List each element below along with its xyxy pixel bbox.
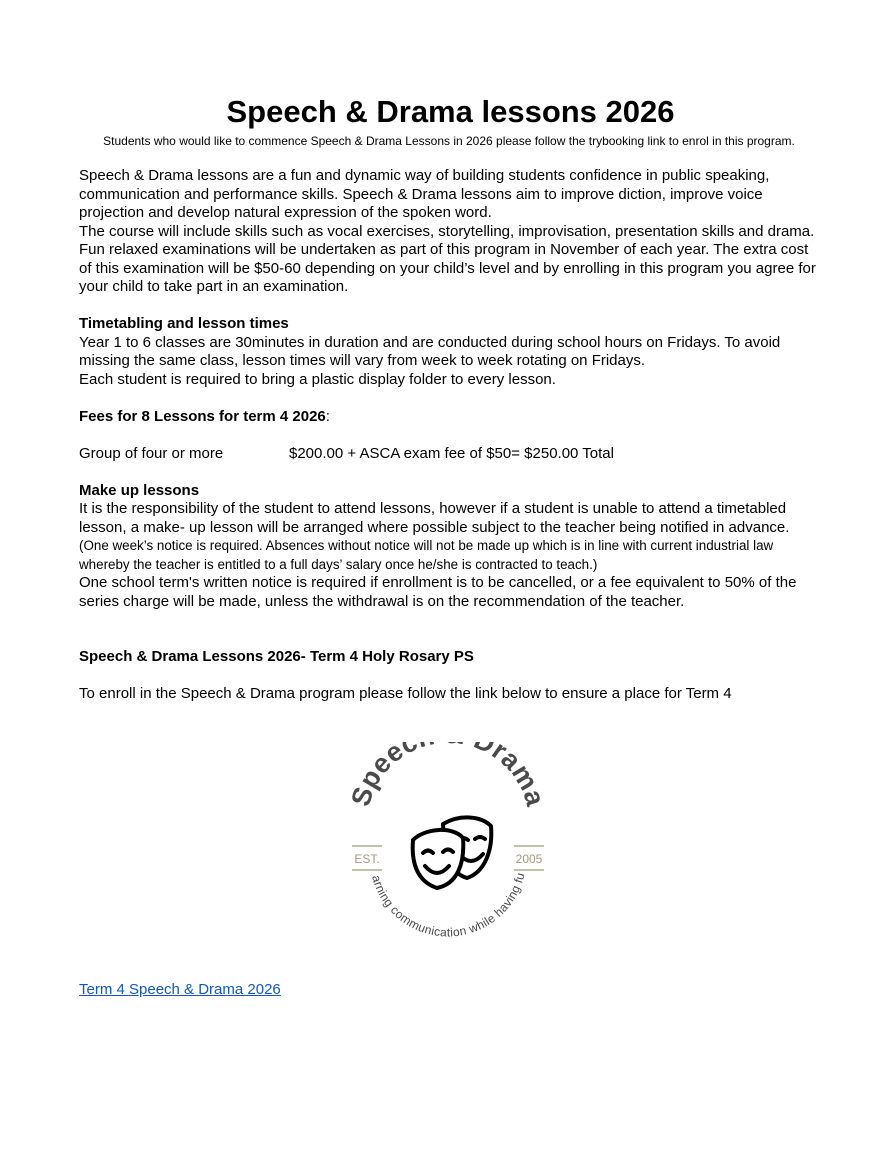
makeup-heading: Make up lessons	[79, 481, 200, 499]
fees-row-label: Group of four or more	[79, 444, 224, 462]
timetabling-heading: Timetabling and lesson times	[79, 315, 289, 332]
enrol-text: To enroll in the Speech & Drama program please follow the link below to ensure a place for Term 4	[79, 685, 732, 702]
makeup-paragraph-1	[79, 500, 819, 574]
fees-row	[79, 445, 819, 464]
trybooking-link[interactable]: Term 4 Speech & Drama 2026	[79, 981, 281, 998]
makeup-paragraph-1-main: It is the responsibility of the student to attend lessons, however if a student is unable to attend a timetabled lesson, a make- up lesson will be arranged where possible subject to the teacher being notified in advance.	[79, 500, 790, 536]
fees-heading: Fees for 8 Lessons for term 4 2026	[79, 407, 326, 425]
svg-text:EST.: EST.	[354, 852, 380, 866]
enrol-heading: Speech & Drama Lessons 2026- Term 4 Holy Rosary PS	[79, 648, 474, 665]
logo-top-text: Speec rama	[345, 742, 551, 810]
logo-year-label	[514, 846, 544, 870]
intro-paragraph-1: Speech & Drama lessons are a fun and dynamic way of building students confidence in public speaking, communication and performance skills. Speech & Drama lessons aim to improve diction, improve voice projection and develop natural expression of the spoken word.	[79, 167, 770, 221]
timetabling-paragraph-1: Year 1 to 6 classes are 30minutes in duration and are conducted during school hours on Fridays. To avoid missing the same class, lesson times will vary from week to week rotating on Fridays.	[79, 333, 781, 369]
theatre-masks-icon	[413, 817, 492, 888]
intro-paragraph-2: The course will include skills such as vocal exercises, storytelling, improvisation, presentation skills and drama. Fun relaxed examinations will be undertaken as part of this program in November of each year. The extra cost of this examination will be $50-60 depending on your child’s level and by enrolling in this program you agree for your child to take part in an examination.	[79, 222, 816, 295]
fees-row-value: $200.00 + ASCA exam fee of $50= $250.00 Total	[289, 444, 614, 462]
makeup-paragraph-2: One school term's written notice is required if enrollment is to be cancelled, or a fee equivalent to 50% of the series charge will be made, unless the withdrawal is on the recommendation of the teacher.	[79, 574, 797, 610]
logo-bottom-text: arning communication while having fu	[369, 871, 528, 940]
logo-svg	[345, 742, 551, 952]
document-page	[79, 94, 819, 704]
speech-drama-logo	[345, 742, 551, 952]
fees-heading-line	[79, 408, 819, 427]
page-subtitle: Students who would like to commence Speech & Drama Lessons in 2026 please follow the trybooking link to enrol in this program.	[103, 134, 795, 148]
fees-heading-suffix: :	[325, 407, 330, 425]
makeup-paragraph-1-note: (One week’s notice is required. Absences without notice will not be made up which is in line with current industrial law whereby the teacher is entitled to a full days’ salary once he/she is contracted to teach.)	[79, 538, 774, 572]
timetabling-paragraph-2: Each student is required to bring a plastic display folder to every lesson.	[79, 370, 556, 388]
page-title: Speech & Drama lessons 2026	[226, 94, 675, 129]
logo-est-label	[352, 846, 382, 870]
svg-text:2005: 2005	[515, 852, 543, 866]
